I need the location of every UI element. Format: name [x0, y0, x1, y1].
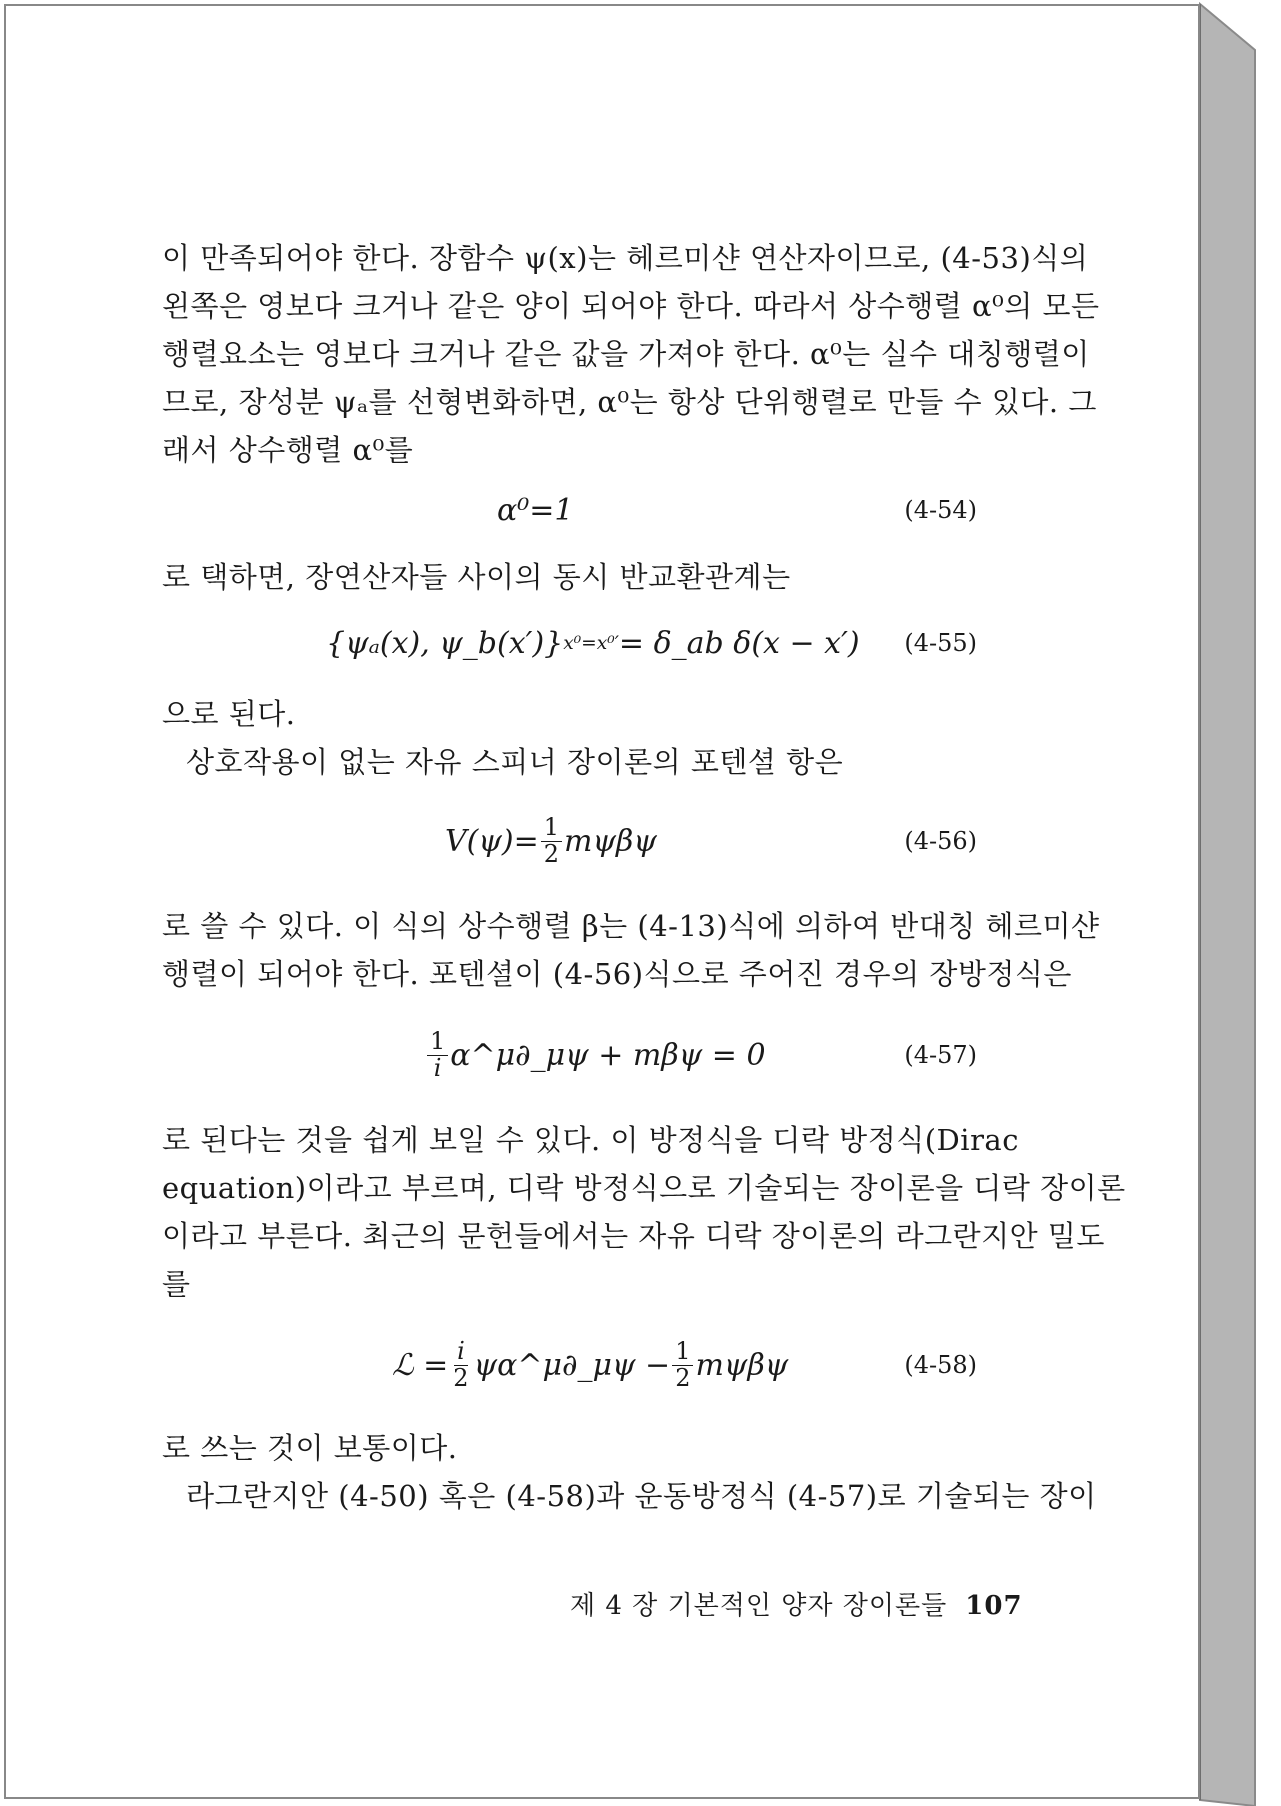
equation-subscript: x⁰=x⁰′: [563, 632, 619, 654]
text-line: 으로 된다.: [162, 697, 296, 731]
equation-rhs: mψβψ: [564, 823, 657, 859]
equation-number: (4-54): [904, 496, 977, 524]
text-line: equation)이라고 부르며, 디락 방정식으로 기술되는 장이론을 디락 장이론: [162, 1171, 1126, 1205]
equation-4-54: [162, 475, 977, 545]
chapter-title: 제 4 장 기본적인 양자 장이론들: [570, 1591, 948, 1621]
denominator: 2: [453, 1363, 469, 1392]
equation-4-57: [162, 1020, 977, 1090]
equation-rhs: mψβψ: [695, 1347, 789, 1383]
equation-body: [445, 806, 657, 876]
numerator: 1: [427, 1029, 448, 1055]
text-line: 이 만족되어야 한다. 장함수 ψ(x)는 헤르미샨 연산자이므로, (4-53)식의: [162, 241, 1089, 275]
equation-body: [392, 1330, 788, 1400]
numerator: 1: [541, 815, 562, 841]
equation-number: (4-55): [904, 629, 977, 657]
text-line: 를: [162, 1267, 191, 1301]
equation-4-58: [162, 1330, 977, 1400]
text-line: 래서 상수행렬 α⁰를: [162, 433, 414, 467]
fraction: [450, 1339, 471, 1390]
text-line: 이라고 부른다. 최근의 문헌들에서는 자유 디락 장이론의 라그란지안 밀도: [162, 1219, 1105, 1253]
equation-lhs: V(ψ)=: [445, 823, 539, 859]
text-line: 행렬요소는 영보다 크거나 같은 값을 가져야 한다. α⁰는 실수 대칭행렬이: [162, 337, 1090, 371]
equation-lhs: ℒ =: [392, 1347, 449, 1383]
text-line: 로 쓰는 것이 보통이다.: [162, 1431, 458, 1465]
equation-body: α⁰=1: [497, 492, 574, 528]
page-number: 107: [965, 1591, 1023, 1621]
equation-body: [425, 1020, 766, 1090]
equation-rhs: = δ_ab δ(x − x′): [618, 625, 860, 661]
denominator: i: [433, 1053, 442, 1082]
text-line: 로 쓸 수 있다. 이 식의 상수행렬 β는 (4-13)식에 의하여 반대칭 헤르미샨: [162, 909, 1100, 943]
text-line: 행렬이 되어야 한다. 포텐셜이 (4-56)식으로 주어진 경우의 장방정식은: [162, 957, 1072, 991]
denominator: 2: [543, 839, 560, 868]
text-line: 상호작용이 없는 자유 스피너 장이론의 포텐셜 항은: [186, 745, 844, 779]
equation-4-55: [162, 608, 977, 678]
equation-middle: ψα^μ∂_μψ −: [473, 1347, 671, 1383]
fraction: [672, 1339, 693, 1390]
equation-rhs: α^μ∂_μψ + mβψ = 0: [450, 1037, 766, 1073]
numerator: 1: [672, 1339, 693, 1365]
fraction: [541, 815, 562, 866]
text-line: 로 택하면, 장연산자들 사이의 동시 반교환관계는: [162, 560, 791, 594]
text-line: 라그란지안 (4-50) 혹은 (4-58)과 운동방정식 (4-57)로 기술되는 장이: [186, 1479, 1097, 1513]
page-footer: [570, 1585, 1023, 1622]
equation-number: (4-57): [904, 1041, 977, 1069]
numerator: i: [454, 1339, 468, 1365]
equation-4-56: [162, 806, 977, 876]
equation-number: (4-56): [904, 827, 977, 855]
equation-number: (4-58): [904, 1351, 977, 1379]
denominator: 2: [675, 1363, 691, 1392]
fraction: [427, 1029, 448, 1080]
equation-body: [326, 608, 860, 678]
equation-lhs: {ψₐ(x), ψ_b(x′)}: [326, 625, 564, 661]
text-line: 므로, 장성분 ψₐ를 선형변화하면, α⁰는 항상 단위행렬로 만들 수 있다. 그: [162, 385, 1097, 419]
text-line: 왼쪽은 영보다 크거나 같은 양이 되어야 한다. 따라서 상수행렬 α⁰의 모든: [162, 289, 1100, 323]
text-line: 로 된다는 것을 쉽게 보일 수 있다. 이 방정식을 디락 방정식(Dirac: [162, 1123, 1019, 1157]
